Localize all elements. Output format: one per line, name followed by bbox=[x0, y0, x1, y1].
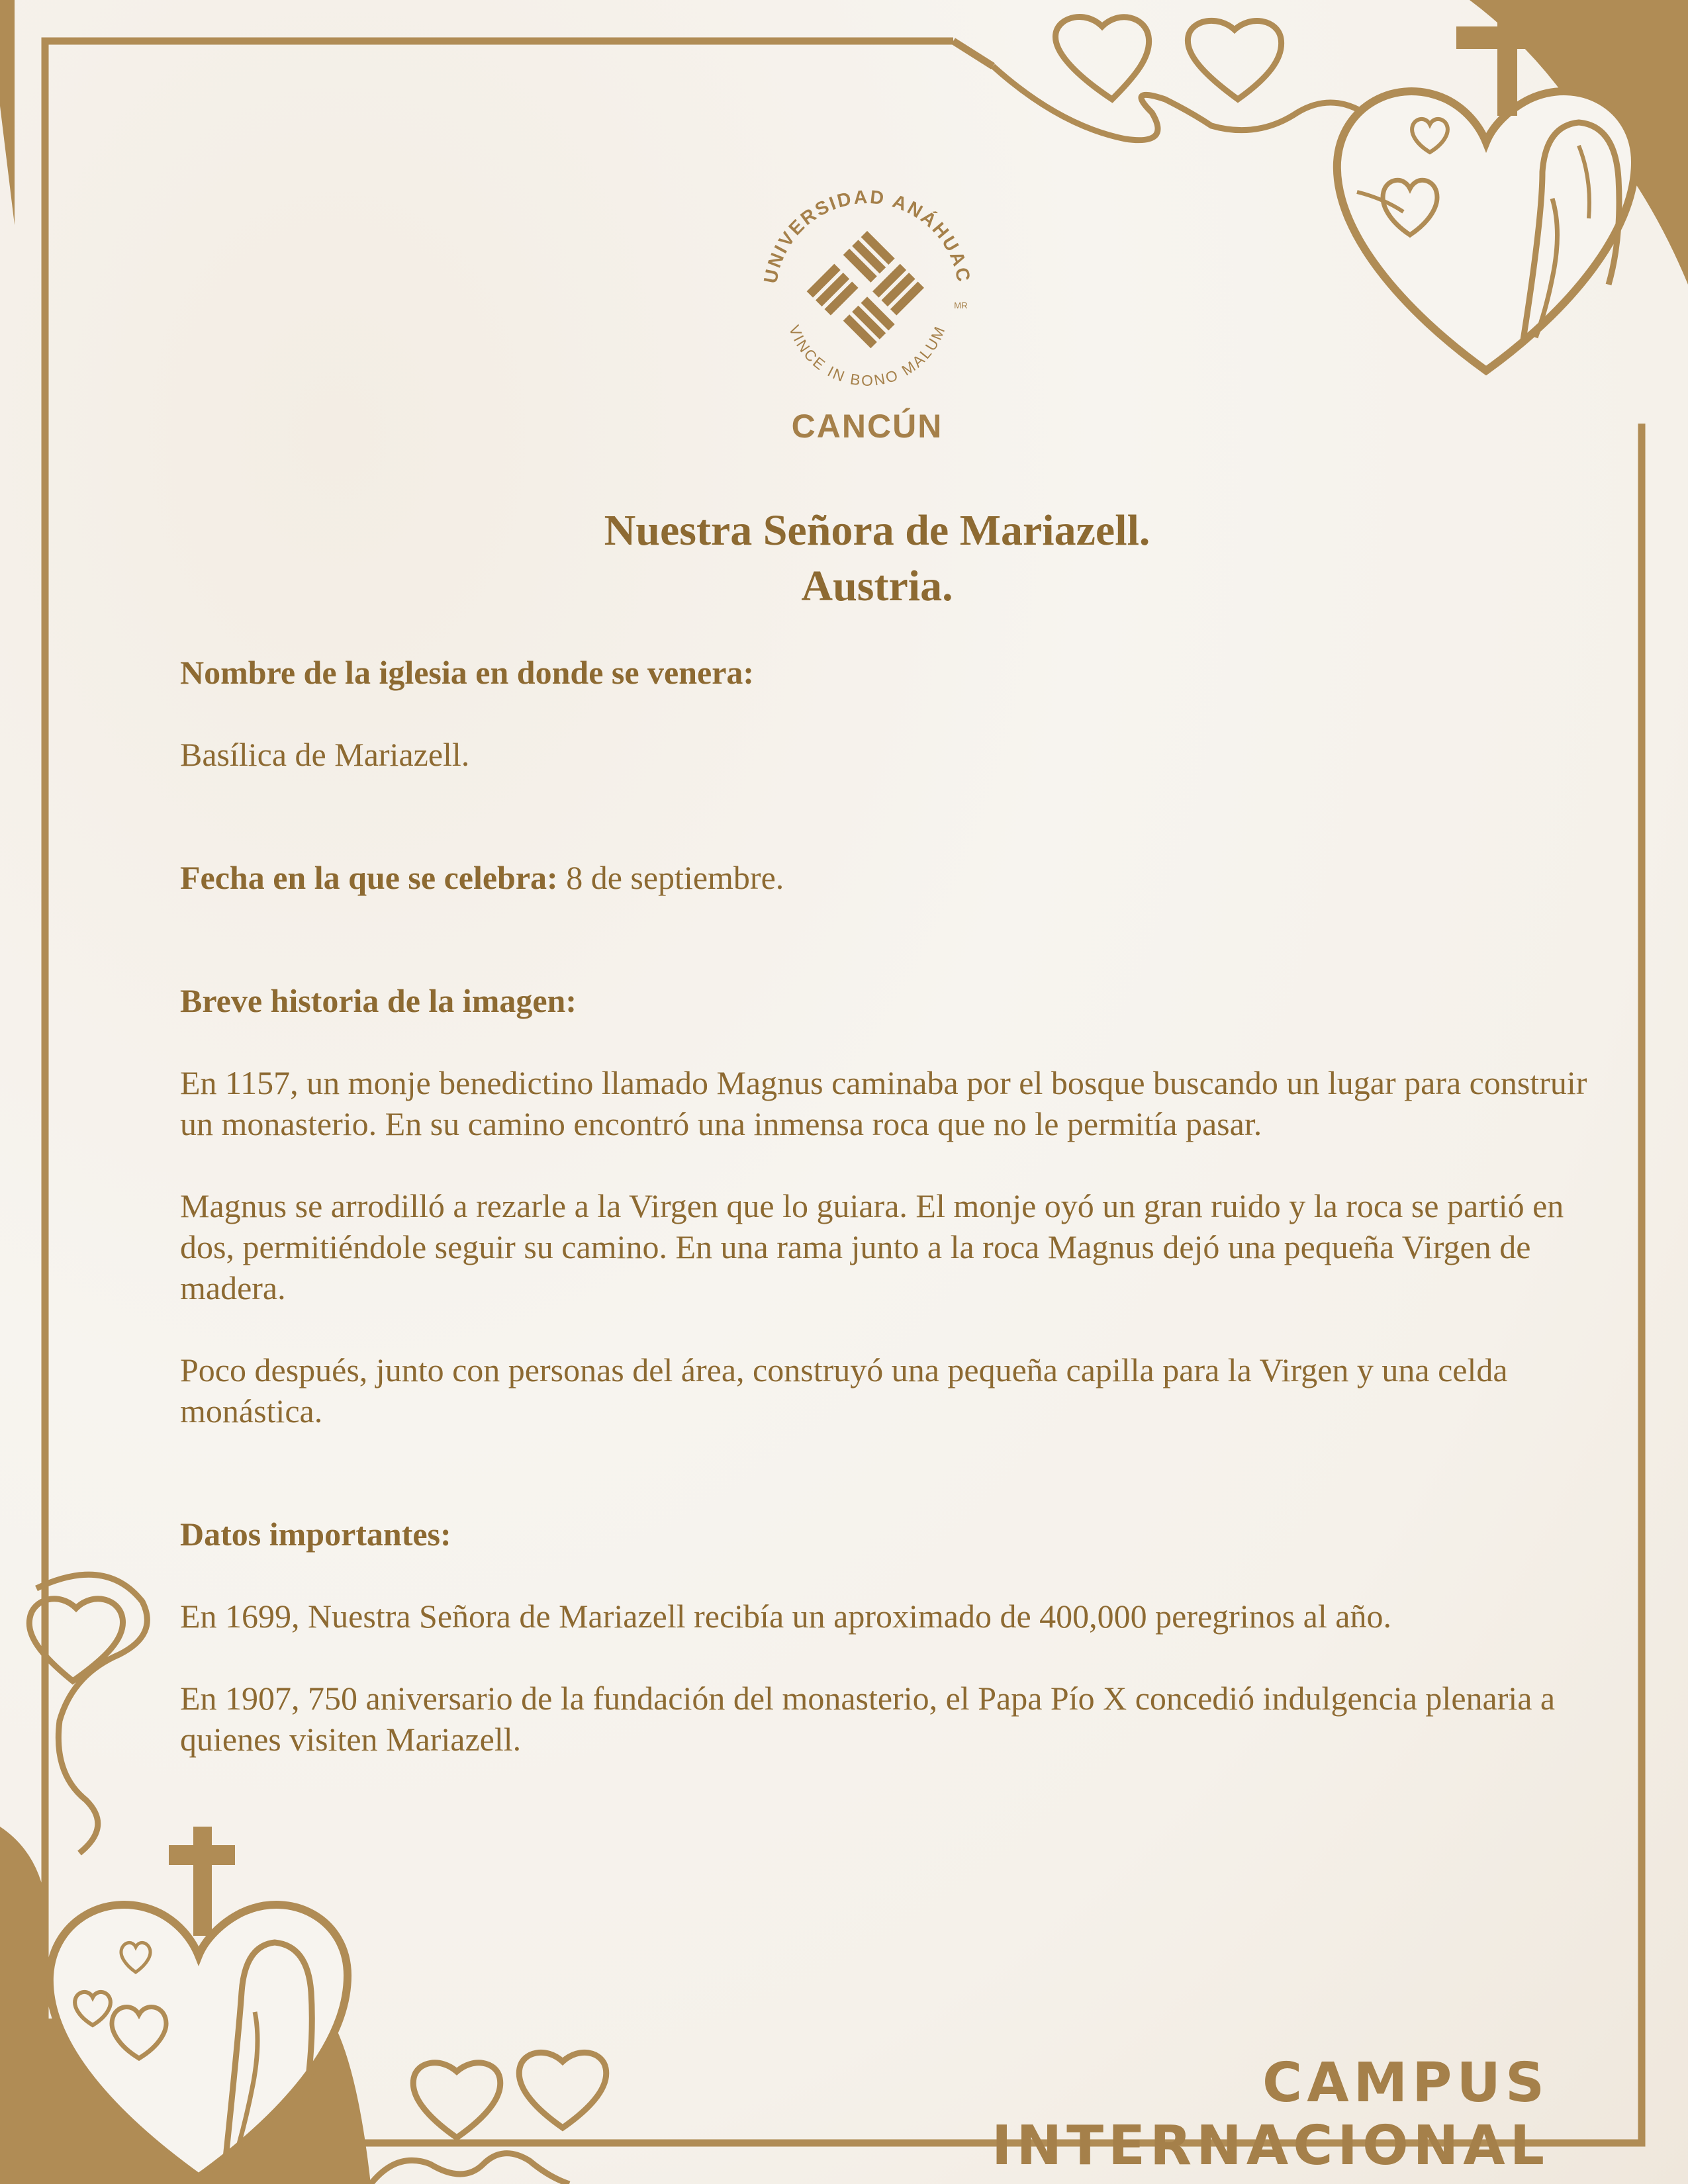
university-logo bbox=[735, 169, 1000, 460]
fact-paragraph: En 1699, Nuestra Señora de Mariazell recibía un aproximado de 400,000 peregrinos al año. bbox=[180, 1598, 1391, 1635]
logo-arc-bottom: VINCE IN BONO MALUM bbox=[785, 322, 949, 389]
heart-icon bbox=[1055, 17, 1149, 99]
swirl-line bbox=[371, 2154, 569, 2184]
history-paragraph: Poco después, junto con personas del área, construyó una pequeña capilla para la Virgen y una celda monástica. bbox=[180, 1351, 1508, 1430]
fact-paragraph: En 1907, 750 aniversario de la fundación del monasterio, el Papa Pío X concedió indulgencia plenaria a quienes visiten Mariazell. bbox=[180, 1680, 1556, 1758]
date-label: Fecha en la que se celebra: bbox=[180, 859, 558, 896]
swirl-line bbox=[993, 66, 1364, 140]
top-right-ornament bbox=[993, 0, 1688, 371]
left-edge-accent bbox=[0, 0, 15, 225]
logo-arc-top: UNIVERSIDAD ANÁHUAC bbox=[760, 186, 974, 285]
history-paragraph: En 1157, un monje benedictino llamado Magnus caminaba por el bosque buscando un lugar para construir un monasterio. En su camino encontró una inmensa roca que no le permitía pasar. bbox=[180, 1064, 1587, 1142]
campus-city: CANCÚN bbox=[791, 408, 943, 445]
footer-campus-label: CAMPUS INTERNACIONAL bbox=[991, 2052, 1549, 2177]
heart-icon bbox=[1188, 21, 1281, 99]
logo-emblem bbox=[741, 169, 993, 420]
heart-icon bbox=[1337, 91, 1635, 371]
facts-label: Datos importantes: bbox=[180, 1516, 451, 1553]
woven-emblem-icon bbox=[807, 231, 928, 352]
page-title bbox=[331, 503, 1423, 614]
title-line-2: Austria. bbox=[801, 562, 953, 610]
logo-mark: MR bbox=[954, 300, 968, 310]
date-value: 8 de septiembre. bbox=[557, 859, 784, 896]
history-label: Breve historia de la imagen: bbox=[180, 982, 577, 1019]
church-label: Nombre de la iglesia en donde se venera: bbox=[180, 654, 755, 691]
heart-icon bbox=[519, 2052, 606, 2128]
date-line bbox=[180, 857, 1590, 898]
title-line-1: Nuestra Señora de Mariazell. bbox=[604, 506, 1150, 555]
document-body bbox=[180, 652, 1590, 1760]
border-top-right-segment bbox=[953, 41, 993, 66]
heart-icon bbox=[413, 2063, 500, 2138]
history-paragraph: Magnus se arrodilló a rezarle a la Virgen que lo guiara. El monje oyó un gran ruido y la roca se partió en dos, permitiéndole seguir su camino. En una rama junto a la roca Magnus dejó una pequeña Virgen de madera. bbox=[180, 1187, 1564, 1306]
church-value: Basílica de Mariazell. bbox=[180, 736, 470, 773]
